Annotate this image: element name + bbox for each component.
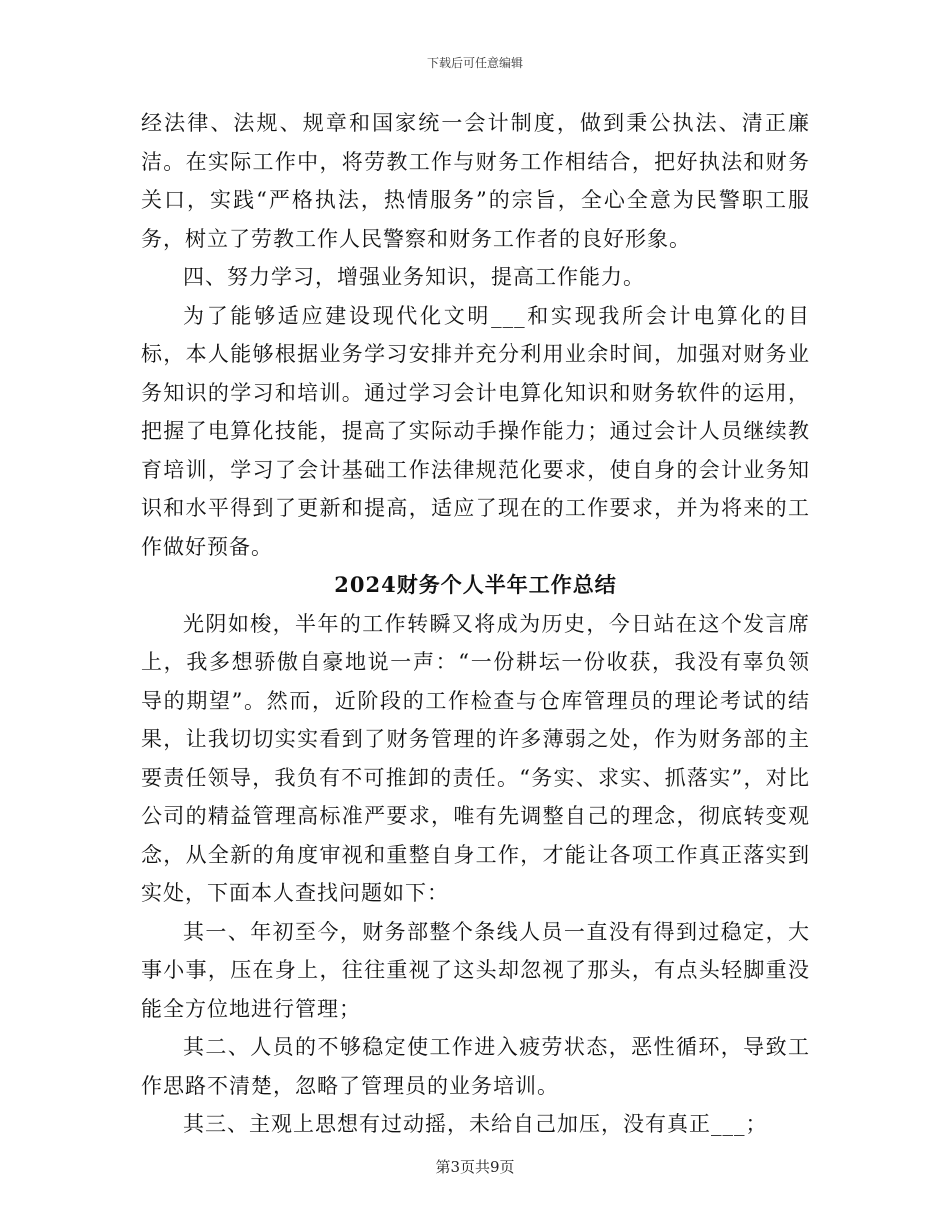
problem-item-1: 其一、年初至今，财务部整个条线人员一直没有得到过稳定，大事小事，压在身上，往往重视了这头却忽视了那头，有点头轻脚重没能全方位地进行管理；: [141, 919, 810, 1021]
section-heading-four: 四、努力学习，增强业务知识，提高工作能力。: [183, 265, 645, 289]
page-header-note: 下载后可任意编辑: [426, 56, 523, 70]
paragraph-study: 为了能够适应建设现代化文明___和实现我所会计电算化的目标，本人能够根据业务学习安排并充分利用业余时间，加强对财务业务知识的学习和培训。通过学习会计电算化知识和财务软件的运用，把握了电算化技能，提高了实际动手操作能力；通过会计人员继续教育培训，学习了会计基础工作法律规范化要求，使自身的会计业务知识和水平得到了更新和提高，适应了现在的工作要求，并为将来的工作做好预备。: [141, 303, 810, 559]
paragraph-law-compliance: 经法律、法规、规章和国家统一会计制度，做到秉公执法、清正廉洁。在实际工作中，将劳教工作与财务工作相结合，把好执法和财务关口，实践“严格执法，热情服务”的宗旨，全心全意为民警职工服务，树立了劳教工作人民警察和财务工作者的良好形象。: [141, 111, 810, 251]
problem-item-2: 其二、人员的不够稳定使工作进入疲劳状态，恶性循环，导致工作思路不清楚，忽略了管理员的业务培训。: [141, 1035, 810, 1098]
document-body: [141, 104, 810, 1144]
document-title: 2024财务个人半年工作总结: [334, 572, 617, 597]
page-number: 第3页共9页: [435, 1158, 515, 1176]
problem-item-3: 其三、主观上思想有过动摇，未给自己加压，没有真正___；: [183, 1112, 768, 1136]
paragraph-intro: 光阴如梭，半年的工作转瞬又将成为历史，今日站在这个发言席上，我多想骄傲自豪地说一声：“一份耕坛一份收获，我没有辜负领导的期望”。然而，近阶段的工作检查与仓库管理员的理论考试的结果，让我切切实实看到了财务管理的许多薄弱之处，作为财务部的主要责任领导，我负有不可推卸的责任。“务实、求实、抓落实”，对比公司的精益管理高标准严要求，唯有先调整自己的理念，彻底转变观念，从全新的角度审视和重整自身工作，才能让各项工作真正落实到实处，下面本人查找问题如下：: [141, 611, 810, 905]
